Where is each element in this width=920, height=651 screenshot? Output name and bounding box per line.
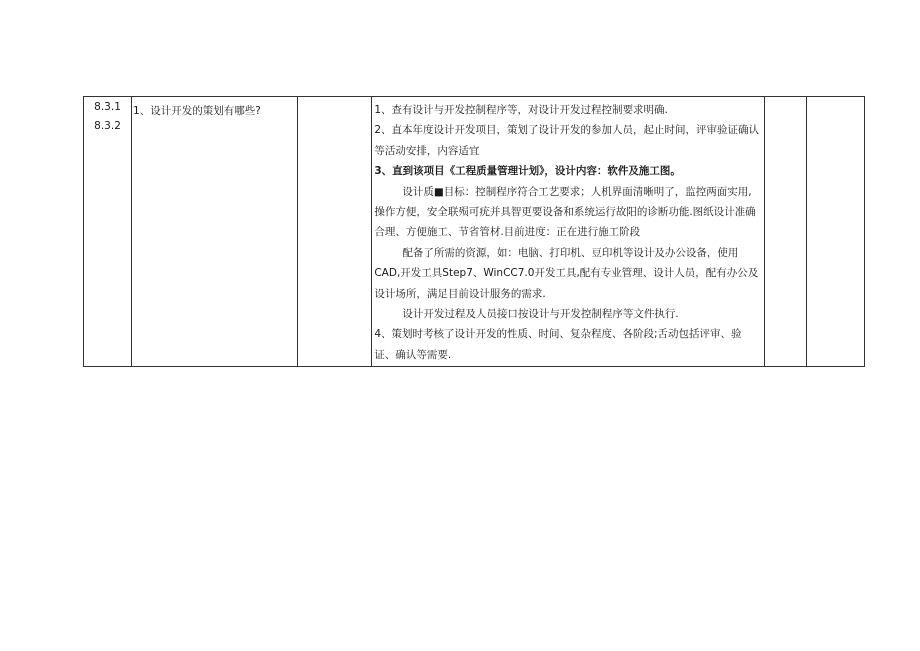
- clause-cell: [84, 97, 132, 367]
- finding-paragraph: 4、策划时考核了设计开发的性质、时间、复杂程度、各阶段;舌动包括评审、验证、确认等需要.: [374, 328, 742, 361]
- audit-checklist-table: [83, 96, 865, 367]
- findings-cell: [372, 97, 765, 367]
- clause-number: 8.3.2: [94, 120, 121, 132]
- extra-cell-a: [764, 97, 806, 367]
- finding-paragraph: 2、直本年度设计开发项目，策划了设计开发的参加人员，起止时间，评审验证确认等活动安排，内容适宜: [374, 124, 760, 157]
- table-row: [84, 97, 865, 367]
- record-cell: [298, 97, 372, 367]
- finding-paragraph: 设计开发过程及人员接口按设计与开发控制程序等文件执行.: [402, 308, 679, 321]
- extra-cell-b: [806, 97, 864, 367]
- audit-question: 1、设计开发的策划有哪些?: [133, 105, 261, 117]
- question-cell: [132, 97, 298, 367]
- finding-paragraph: 1、查有设计与开发控制程序等，对设计开发过程控制要求明确.: [374, 104, 668, 116]
- clause-number: 8.3.1: [94, 101, 121, 113]
- finding-paragraph: 设计质■目标：控制程序符合工艺要求；人机界面清晰明了，监控两面实用,操作方便，安全联殒可疣并具智更要设备和系统运行故阳的诊断功能.图纸设计准确合理、方便施工、节省管材.目前进度：正在进行施工阶段: [374, 185, 756, 239]
- finding-paragraph: 3、直到该项目《工程质量管理计划》，设计内容：软件及施工图。: [374, 165, 681, 178]
- finding-paragraph: 配备了所需的资源，如：电脑、打印机、豆印机等设计及办公设备，使用CAD,开发工具Step7、WinCC7.0开发工具,配有专业管理、设计人员，配有办公及设计场所，满足目前设计服务的需求.: [374, 246, 759, 300]
